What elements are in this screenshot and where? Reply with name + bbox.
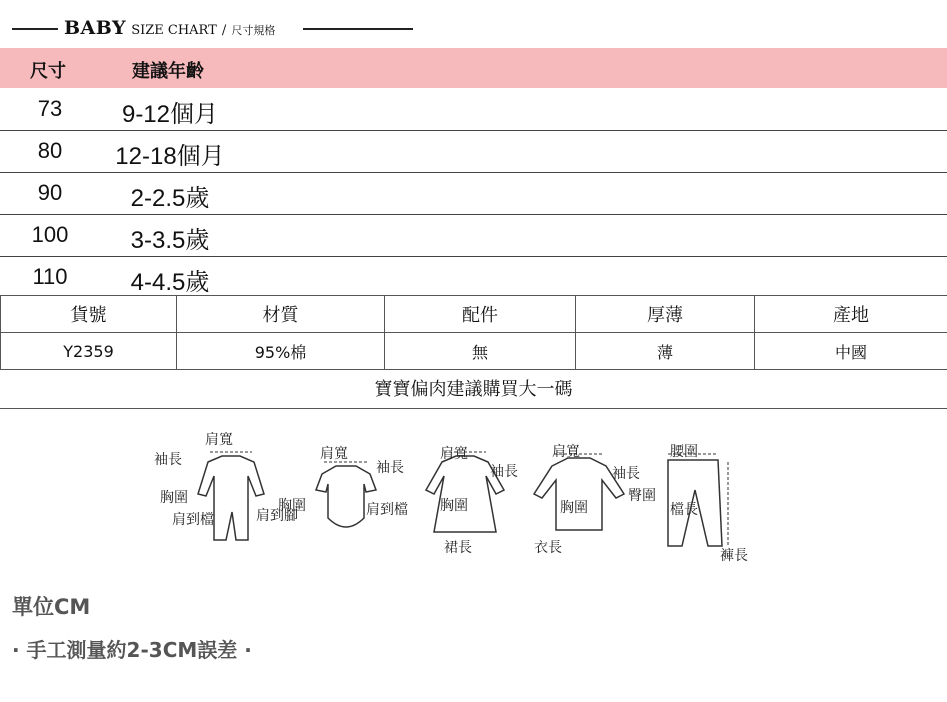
- romper-chest-label: 胸圍: [160, 490, 188, 506]
- origin-value: 中國: [755, 333, 947, 370]
- pants-length-label: 褲長: [720, 548, 748, 564]
- thickness-header: 厚薄: [576, 296, 755, 333]
- spec-value-row: [1, 333, 947, 370]
- size-row: [0, 130, 947, 173]
- bodysuit-shoulder-label: 肩寬: [320, 446, 348, 462]
- brand-label: BABY: [64, 17, 127, 39]
- measurement-error-note: · 手工測量約2-3CM誤差 ·: [12, 638, 252, 662]
- pants-waist-label: 腰圍: [670, 444, 698, 460]
- size-column-header: 尺寸: [30, 61, 66, 82]
- bodysuit-sleeve-label: 袖長: [376, 460, 404, 476]
- top-length-label: 衣長: [534, 540, 562, 556]
- romper-shoulder-foot-label: 肩到腳: [256, 508, 298, 524]
- accessory-value: 無: [385, 333, 576, 370]
- size-chart-label: SIZE CHART: [131, 23, 217, 38]
- age-value: 2-2.5歲: [130, 185, 210, 212]
- dress-shoulder-label: 肩寬: [440, 446, 468, 462]
- size-value: 100: [31, 222, 69, 247]
- pants-crotch-label: 檔長: [670, 502, 698, 518]
- top-shoulder-label: 肩寬: [552, 444, 580, 460]
- romper-sleeve-label: 袖長: [154, 452, 182, 468]
- header-rule-right: [303, 28, 413, 30]
- accessory-header: 配件: [385, 296, 576, 333]
- pants-hip-label: 臀圍: [628, 488, 656, 504]
- material-value: 95%棉: [177, 333, 385, 370]
- size-chart-header: [0, 14, 947, 44]
- size-row: [0, 214, 947, 257]
- size-value: 90: [37, 180, 63, 205]
- romper-shoulder-crotch-label: 肩到檔: [172, 512, 214, 528]
- romper-shoulder-label: 肩寬: [205, 432, 233, 448]
- origin-header: 產地: [755, 296, 947, 333]
- header-zh-label: 尺寸規格: [231, 24, 276, 37]
- unit-note: 單位CM: [12, 595, 91, 619]
- dress-skirt-label: 裙長: [444, 540, 472, 556]
- size-value: 80: [37, 138, 63, 163]
- top-chest-label: 胸圍: [560, 500, 588, 516]
- header-title: [64, 17, 275, 39]
- measurement-diagram: [150, 432, 750, 572]
- item-no-value: Y2359: [1, 333, 177, 370]
- age-value: 9-12個月: [121, 101, 219, 128]
- size-row: [0, 256, 947, 298]
- top-sleeve-label: 袖長: [612, 466, 640, 482]
- header-rule-left: [12, 28, 58, 30]
- age-value: 12-18個月: [115, 143, 225, 170]
- item-no-header: 貨號: [1, 296, 177, 333]
- dress-chest-label: 胸圍: [440, 498, 468, 514]
- age-column-header: 建議年齡: [132, 61, 204, 82]
- spec-header-row: [1, 296, 947, 333]
- bodysuit-shoulder-crotch-label: 肩到檔: [366, 502, 408, 518]
- size-value: 110: [32, 264, 68, 289]
- dress-sleeve-label: 袖長: [490, 464, 518, 480]
- age-value: 3-3.5歲: [130, 227, 210, 254]
- thickness-value: 薄: [576, 333, 755, 370]
- spec-table: [0, 295, 947, 370]
- size-row: [0, 88, 947, 131]
- header-separator: /: [221, 23, 227, 38]
- size-advice-note: 寶寶偏肉建議購買大一碼: [0, 371, 947, 409]
- material-header: 材質: [177, 296, 385, 333]
- size-table-header: [0, 48, 947, 88]
- top-outline: [534, 458, 624, 530]
- bodysuit-chest-label: 胸圍: [278, 498, 306, 514]
- size-row: [0, 172, 947, 215]
- size-value: 73: [37, 96, 63, 121]
- age-value: 4-4.5歲: [130, 269, 210, 296]
